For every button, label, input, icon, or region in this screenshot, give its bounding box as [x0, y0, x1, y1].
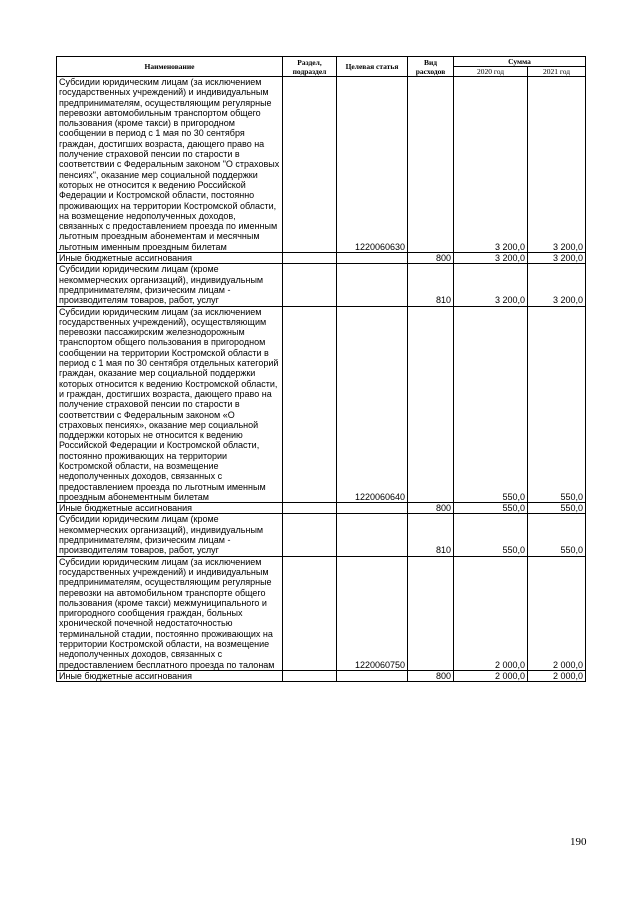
row-name: Иные бюджетные ассигнования [57, 253, 283, 264]
table-row [57, 670, 586, 681]
row-sum-2020: 2 000,0 [454, 670, 528, 681]
col-header-2021: 2021 год [528, 67, 586, 77]
row-name: Иные бюджетные ассигнования [57, 503, 283, 514]
row-section [283, 306, 337, 503]
row-name: Субсидии юридическим лицам (за исключением государственных учреждений) и индивидуальным предпринимателям, осуществляющим регулярные перевозки на автомобильном транспорте общего пользования (кроме такси) межмуниципального и пригородного сообщения граждан, больных хронической почечной недостаточностью терминальной стадии, постоянно проживающих на территории Костромской области, на возмещение недополученных доходов, связанных с предоставлением бесплатного проезда по талонам [57, 556, 283, 670]
table-row [57, 503, 586, 514]
row-name: Субсидии юридическим лицам (кроме некоммерческих организаций), индивидуальным предпринимателям, физическим лицам - производителям товаров, работ, услуг [57, 264, 283, 306]
row-sum-2021: 550,0 [528, 503, 586, 514]
row-sum-2020: 2 000,0 [454, 556, 528, 670]
row-section [283, 556, 337, 670]
row-sum-2021: 3 200,0 [528, 253, 586, 264]
col-header-target: Целевая статья [337, 57, 408, 77]
row-section [283, 503, 337, 514]
row-target: 1220060750 [337, 556, 408, 670]
page-number: 190 [570, 836, 587, 848]
row-type: 810 [408, 264, 454, 306]
row-section [283, 253, 337, 264]
row-sum-2020: 550,0 [454, 514, 528, 556]
row-type: 800 [408, 503, 454, 514]
table-row [57, 306, 586, 503]
row-sum-2021: 550,0 [528, 306, 586, 503]
row-target: 1220060640 [337, 306, 408, 503]
row-type [408, 306, 454, 503]
col-header-section: Раздел, подраздел [283, 57, 337, 77]
row-sum-2021: 3 200,0 [528, 264, 586, 306]
col-header-type: Вид расходов [408, 57, 454, 77]
row-sum-2020: 550,0 [454, 503, 528, 514]
col-header-name: Наименование [57, 57, 283, 77]
row-target [337, 670, 408, 681]
row-type [408, 77, 454, 253]
table-row [57, 556, 586, 670]
row-name: Субсидии юридическим лицам (за исключением государственных учреждений) и индивидуальным предпринимателям, осуществляющим регулярные перевозки автомобильным транспортом общего пользования (кроме такси) в пригородном сообщении в период с 1 мая по 30 сентября граждан, достигших возраста, дающего право на получение страховой пенсии по старости в соответствии с Федеральным законом "О страховых пенсиях", оказание мер социальной поддержки которых не относится к ведению Российской Федерации и Костромской области, постоянно проживающих на территории Костромской области, на возмещение недополученных доходов, связанных с предоставлением проезда по именным льготным проездным абонементам и месячным льготным именным проездным билетам [57, 77, 283, 253]
row-name: Субсидии юридическим лицам (кроме некоммерческих организаций), индивидуальным предпринимателям, физическим лицам - производителям товаров, работ, услуг [57, 514, 283, 556]
budget-table [56, 56, 586, 682]
table-row [57, 77, 586, 253]
row-section [283, 77, 337, 253]
row-target [337, 253, 408, 264]
row-sum-2021: 2 000,0 [528, 670, 586, 681]
row-target [337, 503, 408, 514]
row-type [408, 556, 454, 670]
row-section [283, 264, 337, 306]
row-type: 800 [408, 253, 454, 264]
row-sum-2021: 2 000,0 [528, 556, 586, 670]
row-name: Субсидии юридическим лицам (за исключением государственных учреждений), осуществляющим перевозки пассажирским железнодорожным транспортом общего пользования в пригородном сообщении на территории Костромской области в период с 1 мая по 30 сентября отдельных категорий граждан, оказание мер социальной поддержки которых относится к ведению Костромской области, и граждан, достигших возраста, дающего право на получение страховой пенсии по старости в соответствии с Федеральным законом «О страховых пенсиях», оказание мер социальной поддержки которых не относится к ведению Российской Федерации и Костромской области, постоянно проживающих на территории Костромской области, на возмещение недополученных доходов, связанных с предоставлением проезда по льготным именным проездным абонементным билетам [57, 306, 283, 503]
row-sum-2021: 3 200,0 [528, 77, 586, 253]
row-sum-2020: 3 200,0 [454, 77, 528, 253]
row-section [283, 514, 337, 556]
row-name: Иные бюджетные ассигнования [57, 670, 283, 681]
table-row [57, 264, 586, 306]
row-type: 800 [408, 670, 454, 681]
table-row [57, 514, 586, 556]
row-sum-2021: 550,0 [528, 514, 586, 556]
row-target: 1220060630 [337, 77, 408, 253]
row-sum-2020: 3 200,0 [454, 253, 528, 264]
row-type: 810 [408, 514, 454, 556]
row-section [283, 670, 337, 681]
row-sum-2020: 550,0 [454, 306, 528, 503]
row-target [337, 514, 408, 556]
col-header-2020: 2020 год [454, 67, 528, 77]
row-target [337, 264, 408, 306]
table-header [57, 57, 586, 77]
col-header-sum: Сумма [454, 57, 586, 67]
row-sum-2020: 3 200,0 [454, 264, 528, 306]
table-row [57, 253, 586, 264]
